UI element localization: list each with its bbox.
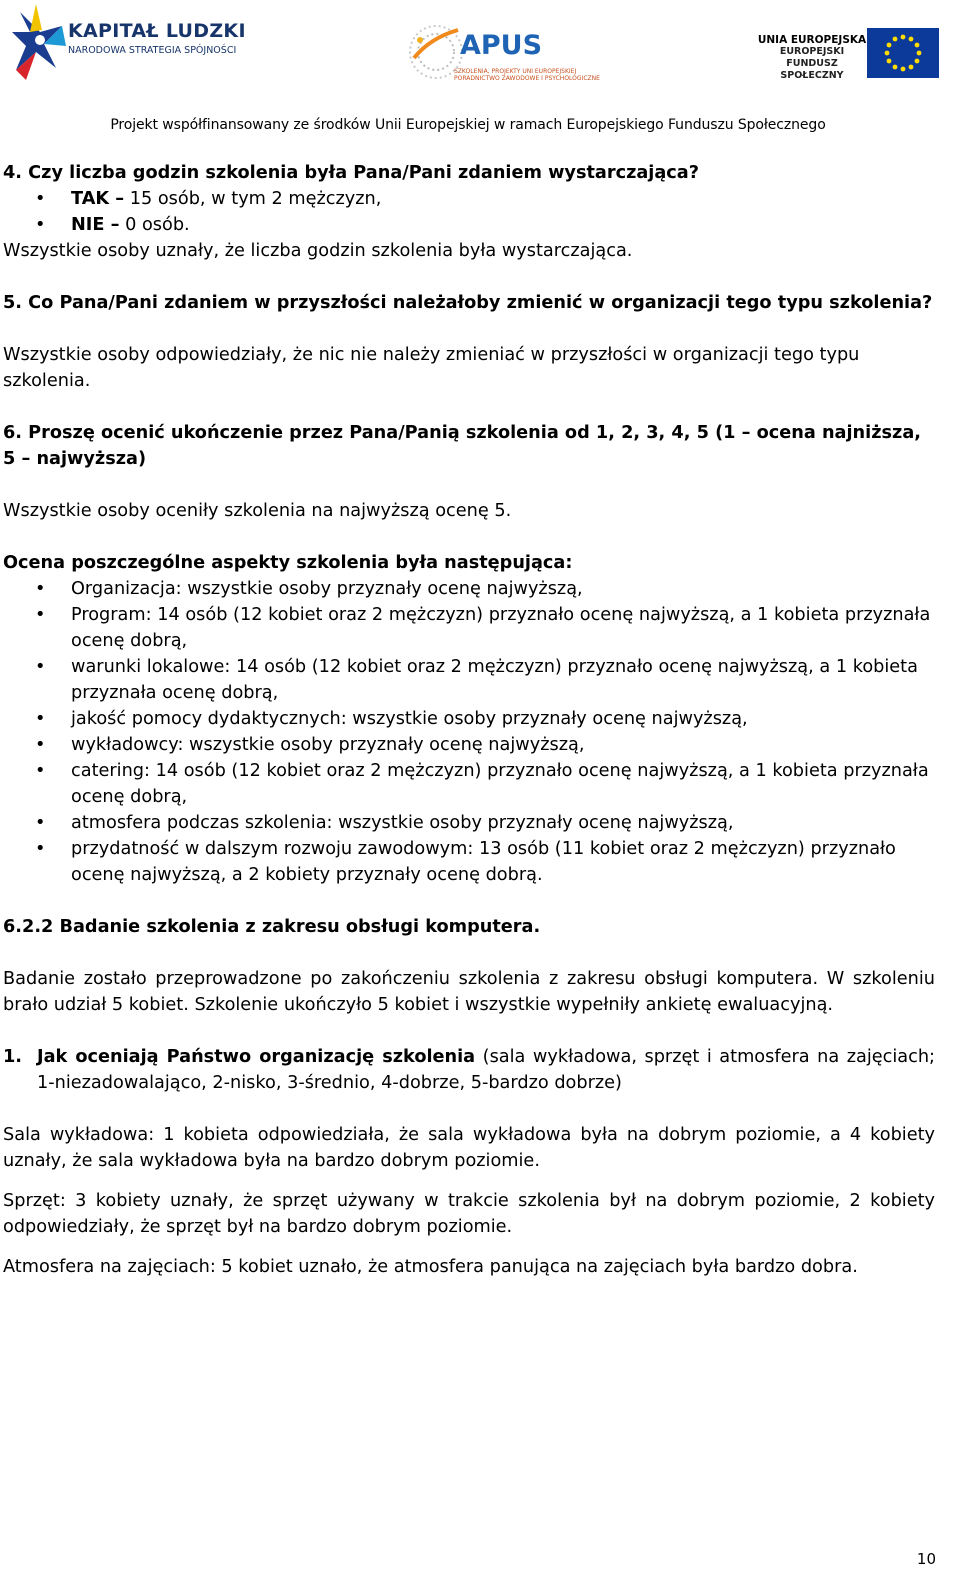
list-item: • jakość pomocy dydaktycznych: wszystkie osoby przyznały ocenę najwyższą, — [3, 706, 935, 732]
eu-line1: UNIA EUROPEJSKA — [757, 34, 867, 46]
q6-answer: Wszystkie osoby oceniły szkolenia na najwyższą ocenę 5. — [3, 501, 512, 521]
page-header — [0, 0, 960, 145]
document-body — [3, 160, 935, 1280]
eu-line3: FUNDUSZ SPOŁECZNY — [780, 58, 844, 81]
q4-answer-no — [3, 212, 935, 238]
section-heading: 6.2.2 Badanie szkolenia z zakresu obsługi komputera. — [3, 917, 541, 937]
q4-answer-yes — [3, 186, 935, 212]
eu-flag-icon — [867, 28, 939, 78]
list-item: • wykładowcy: wszystkie osoby przyznały ocenę najwyższą, — [3, 732, 935, 758]
q4-title: 4. Czy liczba godzin szkolenia była Pana/Pani zdaniem wystarczająca? — [3, 163, 699, 183]
apus-name: APUS — [460, 30, 543, 61]
eu-logo — [745, 14, 950, 92]
question-number: 1. — [3, 1047, 23, 1067]
q4-answers — [3, 186, 935, 238]
eu-line2: EUROPEJSKI — [779, 46, 845, 57]
kapital-ludzki-star-icon — [12, 2, 68, 82]
q4-yes-label: TAK – — [71, 189, 125, 209]
section-question-1 — [3, 1044, 935, 1096]
answer-sala: Sala wykładowa: 1 kobieta odpowiedziała, że sala wykładowa była na dobrym poziomie, a 4 kobiety uznały, że sala wykładowa była na bardzo dobrym poziomie. — [3, 1125, 935, 1171]
kapital-ludzki-logo — [12, 2, 257, 87]
list-item: • Organizacja: wszystkie osoby przyznały ocenę najwyższą, — [3, 576, 935, 602]
answer-atmosfera: Atmosfera na zajęciach: 5 kobiet uznało, że atmosfera panująca na zajęciach była bardzo dobra. — [3, 1257, 858, 1277]
question-bold-text: Jak oceniają Państwo organizację szkolenia — [37, 1047, 476, 1067]
list-item: • przydatność w dalszym rozwoju zawodowym: 13 osób (11 kobiet oraz 2 mężczyzn) przyznało ocenę najwyższą, a 2 kobiety przyznały ocenę dobrą. — [3, 836, 935, 888]
question-rest-text: (sala wykładowa, sprzęt i atmosfera na zajęciach; 1-niezadowalająco, 2-nisko, 3-średnio, 4-dobrze, 5-bardzo dobrze) — [37, 1047, 935, 1093]
q4-summary: Wszystkie osoby uznały, że liczba godzin szkolenia była wystarczająca. — [3, 241, 633, 261]
q5-title: 5. Co Pana/Pani zdaniem w przyszłości należałoby zmienić w organizacji tego typu szkolenia? — [3, 293, 933, 313]
apus-logo — [408, 18, 600, 88]
eu-logo-text — [757, 34, 867, 82]
q4-no-text: 0 osób. — [119, 215, 190, 235]
list-item: • atmosfera podczas szkolenia: wszystkie osoby przyznały ocenę najwyższą, — [3, 810, 935, 836]
q4-yes-text: 15 osób, w tym 2 mężczyzn, — [124, 189, 382, 209]
list-item: • catering: 14 osób (12 kobiet oraz 2 mężczyzn) przyznało ocenę najwyższą, a 1 kobieta przyznała ocenę dobrą, — [3, 758, 935, 810]
q6-title: 6. Proszę ocenić ukończenie przez Pana/Panią szkolenia od 1, 2, 3, 4, 5 (1 – ocena najniższa, 5 – najwyższa) — [3, 423, 921, 469]
aspects-title: Ocena poszczególne aspekty szkolenia była następująca: — [3, 553, 573, 573]
kapital-ludzki-subtitle: NARODOWA STRATEGIA SPÓJNOŚCI — [68, 45, 237, 56]
aspects-list — [3, 576, 935, 888]
list-item: • Program: 14 osób (12 kobiet oraz 2 mężczyzn) przyznało ocenę najwyższą, a 1 kobieta przyznała ocenę dobrą, — [3, 602, 935, 654]
list-item: • warunki lokalowe: 14 osób (12 kobiet oraz 2 mężczyzn) przyznało ocenę najwyższą, a 1 kobieta przyznała ocenę dobrą, — [3, 654, 935, 706]
q4-no-label: NIE – — [71, 215, 120, 235]
apus-tagline: SZKOLENIA, PROJEKTY UNI EUROPEJSKIEJ PORADNICTWO ZAWODOWE I PSYCHOLOGICZNE — [454, 68, 600, 82]
kapital-ludzki-title: KAPITAŁ LUDZKI — [68, 20, 246, 42]
page-number: 10 — [916, 1550, 936, 1568]
q5-answer: Wszystkie osoby odpowiedziały, że nic nie należy zmieniać w przyszłości w organizacji tego typu szkolenia. — [3, 345, 860, 391]
answer-sprzet: Sprzęt: 3 kobiety uznały, że sprzęt używany w trakcie szkolenia był na dobrym poziomie, 2 kobiety odpowiedziały, że sprzęt był na bardzo dobrym poziomie. — [3, 1191, 935, 1237]
project-cofinancing-line: Projekt współfinansowany ze środków Unii Europejskiej w ramach Europejskiego Funduszu Społecznego — [110, 117, 826, 133]
section-intro: Badanie zostało przeprowadzone po zakończeniu szkolenia z zakresu obsługi komputera. W szkoleniu brało udział 5 kobiet. Szkolenie ukończyło 5 kobiet i wszystkie wypełniły ankietę ewaluacyjną. — [3, 969, 935, 1015]
